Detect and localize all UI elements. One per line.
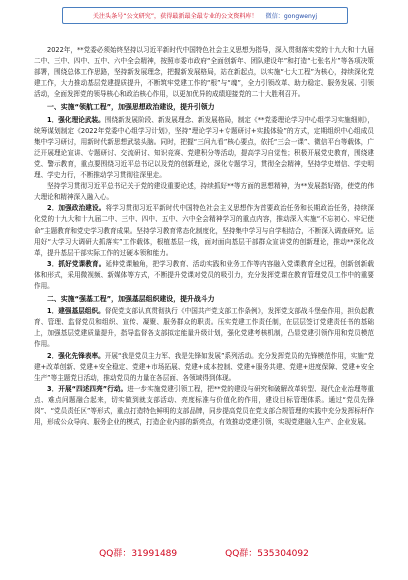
section-1-item-3-body: 延伸党课触角，把学习教育、活动实践和业务工作等内容融入党课教育全过程，创新创新载体和形式，采用微视频、新媒体等方式，不断提升党课对党员的吸引力，充分发挥党课在教育管理党员工作中的重要作用。 [34, 259, 375, 290]
section-2-item-2 [34, 351, 374, 384]
section-1-item-3 [34, 259, 374, 292]
section-2-item-3-head: 3．开展“四述四亮”行动。 [47, 384, 128, 393]
section-2-item-2-body: 开展“我是党员主力军、我是先锋如发展”系列活动。充分发挥党员的先锋模范作用，实施“党建+改革创新、党建+安全稳定、党建+市场拓展、党建+成本控制、党建+服务共建、党建+进度保障、党建+安全生产”等主题党日活动，推动党员的力量在各层面、各领域得到体现。 [34, 351, 374, 382]
section-2-item-1 [34, 306, 374, 350]
section-2-item-3 [34, 384, 374, 428]
section-1-heading: 一、实施“领航工程”，加强思想政治建设，提升引领力 [47, 103, 215, 112]
top-banner [62, 7, 348, 24]
section-2-heading: 二、实施“强基工程”，加强基层组织建设，提升战斗力 [47, 295, 215, 304]
section-1-item-1-continued: 坚持学习贯彻习近平总书记关于党的建设重要论述，持续抓好**等方面的思想精神，为**发展指好路，使党的伟大理论和精神深入融入心。 [34, 182, 374, 202]
section-1-item-1-body: 围绕新发展阶段、新发展理念、新发展格局，制定《**党委理论学习中心组学习实施细则》，统筹谋划制定《2022年党委中心组学习计划》，坚持“理论学习+专题研讨+实践体验”的方式，定期组织中心组成员集中学习研讨，用新时代新思想武装头脑。同时，把握“三问九看”核心要点，依托“三会一课”、微信平台等载体，广泛开展理论宣讲、专题研讨、交流研讨、知识竞赛、党建积分等活动，提高学习自觉性；积极开展党史教育，围绕建党、警示教育，重点要围绕习近平总书记以及党的创新理论，深化专题学习，贯彻全会精神，坚持学史增信、学史明理、学史力行，不断推动学习贯彻往深里走。 [34, 115, 375, 180]
footer-qq-group-1: QQ群：31991489 [99, 548, 178, 559]
section-2-item-2-head: 2．强化先锋表率。 [47, 351, 105, 360]
section-1-item-2-head: 2．加强政治建设。 [47, 204, 106, 213]
banner-wechat-id: 微信：gongwenyj [265, 13, 318, 20]
section-2-item-1-body: 督促党支部认真贯彻执行《中国共产党支部工作条例》，发挥党支部战斗堡垒作用，担负起教育、管理、监督党员和组织、宣传、凝聚、服务群众的职责。压实党建工作责任制，在层层签订党建责任书的基础上，加强基层党建质量提升，指导监督各支部拟定能量升级计划，强化党建考核机制，凸显党建引领作用和党员模范作用。 [34, 307, 375, 349]
document-body [34, 45, 374, 428]
section-1-item-1 [34, 115, 374, 182]
footer-contact [0, 544, 408, 560]
banner-ad-text: 关注头条号“公文研究”，获得最新最全最专业的公文资料库！ [92, 13, 258, 20]
section-1-item-2-body: 将学习贯彻习近平新时代中国特色社会主义思想作为首要政治任务和长期政治任务，持续深化党的十九大和十九届二中、三中、四中、五中、六中全会精神学习的重点内容，推动深入实施“不忘初心、牢记使命”主题教育和党史学习教育成果。坚持学习教育常态化制度化，坚持集中学习与自学相结合，不断深入调查研究。运用好“大学习大调研大抓落实”工作载体，根植基层一线，面对面向基层干部群众宣讲党的创新理论，推动**深化改革，提升基层干部实际工作的过硬本领和能力。 [34, 204, 375, 257]
section-1-item-1-head: 1．强化理论武装。 [47, 115, 105, 124]
section-2-item-1-head: 1．建强基层组织。 [47, 307, 105, 316]
section-2-item-3-body: 进一步实施党建引领工程，把**党的建设与研究和破解改革转型、现代企业治理等重点、难点问题融合起来，切实做到就支部活动、亮度标准与价值化的作用，建设目标管理体系。通过“党员先锋岗”、“党员责任区”等形式，重点打造特色鲜明的支部品牌，同步提高党员在党支部合规管理的实践中充分发挥标杆作用，形成公众导向、服务企业的模式，打造企业内部的新亮点，有效推动党建引领，实现党建融入生产、企业发展。 [34, 384, 374, 427]
intro-paragraph: 2022年，**党委必须始终坚持以习近平新时代中国特色社会主义思想为指导，深入贯彻落实党的十九大和十九届二中、三中、四中、五中、六中全会精神，按照市委市政府“全面创新年、团队建设年”和打造“七张名片”等各项决策部署，围绕总体工作思路，坚持新发展理念，把握新发展格局，站在新起点，以实施“七大工程”为核心，持续深化党建工作，大力推动基层党建提质提升，不断筑牢党建工作的“根”与“魂”，全力引领改革、助力稳定、服务发展、引领活动，全面发挥党的领导核心和政治核心作用，以更加优异的成绩迎接党的二十大胜利召开。 [34, 46, 374, 99]
section-1-item-3-head: 3．抓好党课教育。 [47, 259, 106, 268]
footer-qq-group-2: QQ群：535304092 [225, 548, 309, 559]
section-1-item-2 [34, 203, 374, 258]
